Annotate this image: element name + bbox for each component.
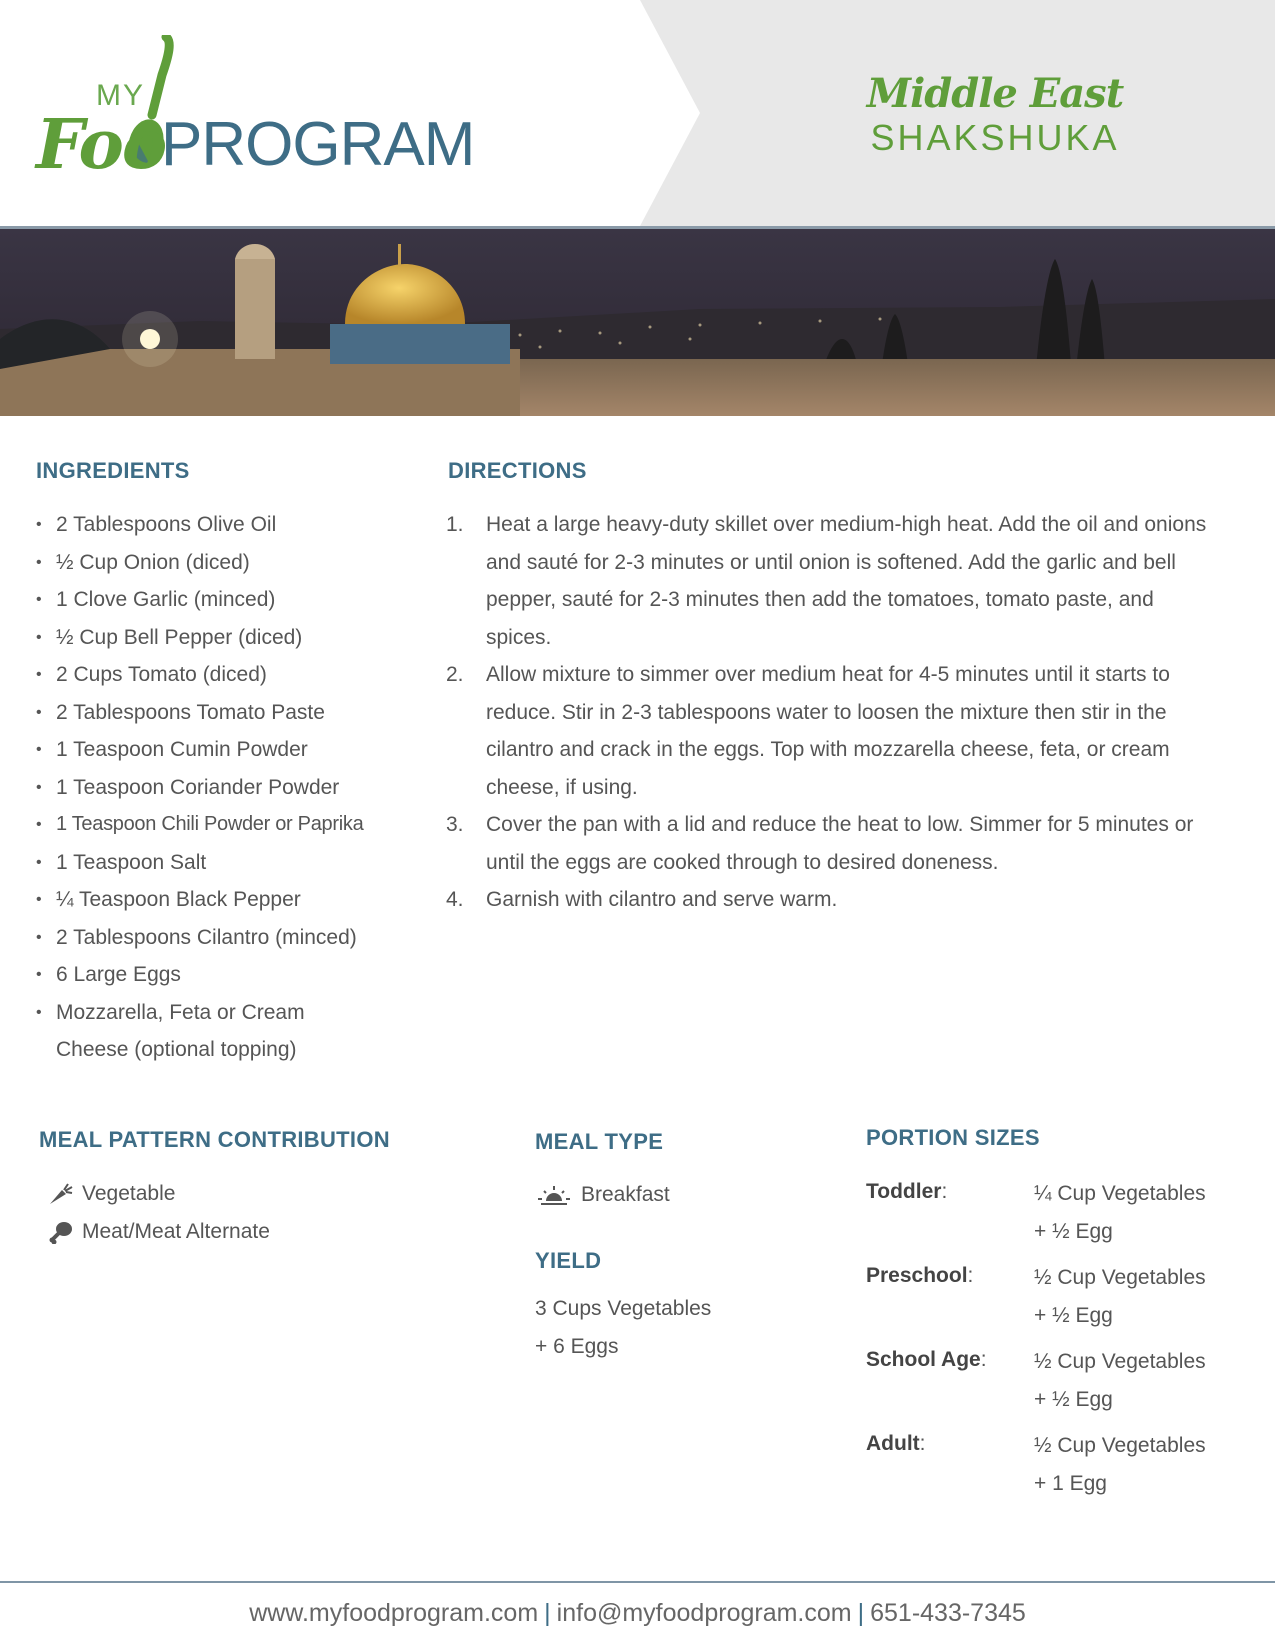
ingredient-item: • 2 Cups Tomato (diced)	[36, 656, 416, 694]
ingredient-item: • 1 Teaspoon Cumin Powder	[36, 731, 416, 769]
recipe-title-script: Middle East	[866, 70, 1124, 117]
footer-divider	[0, 1581, 1275, 1583]
footer: www.myfoodprogram.com | info@myfoodprogram.com | 651-433-7345	[249, 1599, 1026, 1627]
ingredients-heading: INGREDIENTS	[36, 458, 190, 483]
portion-label-toddler: Toddler:	[866, 1180, 948, 1203]
direction-step	[446, 806, 1216, 881]
step-number: 4.	[446, 888, 464, 911]
ingredient-item: • 1 Clove Garlic (minced)	[36, 581, 416, 619]
ingredient-item: • 2 Tablespoons Olive Oil	[36, 506, 416, 544]
meal-pattern-label: Meat/Meat Alternate	[82, 1220, 270, 1243]
ingredient-item: • 1 Teaspoon Chili Powder or Paprika	[36, 806, 416, 844]
portion-value-school-age: ½ Cup Vegetables + ½ Egg	[1034, 1350, 1206, 1411]
meal-pattern-heading: MEAL PATTERN CONTRIBUTION	[39, 1127, 390, 1152]
ingredient-item: • 1 Teaspoon Coriander Powder	[36, 769, 416, 807]
carrot-icon	[48, 1182, 74, 1206]
portion-label-preschool: Preschool:	[866, 1264, 974, 1287]
step-number: 1.	[446, 513, 464, 536]
meal-pattern-label: Vegetable	[82, 1182, 176, 1205]
meal-pattern-meat	[48, 1220, 270, 1244]
portion-value-toddler: ¼ Cup Vegetables + ½ Egg	[1034, 1182, 1206, 1243]
portion-label-school-age: School Age:	[866, 1348, 987, 1371]
brand-logo[interactable]	[36, 35, 506, 185]
portion-value-adult: ½ Cup Vegetables + 1 Egg	[1034, 1434, 1206, 1495]
header	[0, 0, 1275, 226]
footer-email-link[interactable]: info@myfoodprogram.com	[556, 1599, 852, 1627]
ingredient-item: • ½ Cup Onion (diced)	[36, 544, 416, 582]
ingredient-item: • ¼ Teaspoon Black Pepper	[36, 881, 416, 919]
directions-list	[446, 506, 1216, 919]
ingredient-item: • 6 Large Eggs	[36, 956, 416, 994]
sunrise-icon	[535, 1183, 573, 1207]
direction-step	[446, 506, 1216, 656]
step-text: Garnish with cilantro and serve warm.	[486, 888, 838, 911]
drumstick-icon	[48, 1220, 74, 1244]
meal-type-heading: MEAL TYPE	[535, 1129, 664, 1154]
recipe-title-main: SHAKSHUKA	[870, 117, 1120, 158]
portion-label-adult: Adult:	[866, 1432, 926, 1455]
logo-my: MY	[96, 79, 145, 112]
footer-phone[interactable]: 651-433-7345	[870, 1599, 1026, 1627]
ingredient-item: • ½ Cup Bell Pepper (diced)	[36, 619, 416, 657]
portion-value-preschool: ½ Cup Vegetables + ½ Egg	[1034, 1266, 1206, 1327]
meal-pattern-vegetable	[48, 1182, 175, 1206]
ingredient-item: • 2 Tablespoons Cilantro (minced)	[36, 919, 416, 957]
yield-line-2: + 6 Eggs	[535, 1335, 619, 1358]
logo-program: PROGRAM	[161, 110, 475, 179]
ingredient-item: • Mozzarella, Feta or Cream Cheese (optional topping)	[36, 994, 336, 1069]
step-text: Allow mixture to simmer over medium heat for 4-5 minutes until it starts to reduce. Stir in 2-3 tablespoons water to loosen the mixture then stir in the cilantro and crack in the eggs. Top with mozzarella cheese, feta, or cream cheese, if using.	[486, 663, 1170, 799]
jerusalem-banner-image	[0, 226, 1275, 416]
direction-step	[446, 881, 1216, 919]
portion-sizes-heading: PORTION SIZES	[866, 1125, 1040, 1150]
step-text: Cover the pan with a lid and reduce the heat to low. Simmer for 5 minutes or until the eggs are cooked through to desired doneness.	[486, 813, 1194, 874]
recipe-title	[830, 70, 1160, 158]
yield-heading: YIELD	[535, 1248, 602, 1273]
meal-type-value	[535, 1183, 670, 1207]
meal-type-label: Breakfast	[581, 1183, 670, 1206]
logo-food: Foo	[36, 105, 166, 185]
yield-line-1: 3 Cups Vegetables	[535, 1297, 712, 1320]
ingredient-item: • 2 Tablespoons Tomato Paste	[36, 694, 416, 732]
directions-heading: DIRECTIONS	[448, 458, 587, 483]
footer-website-link[interactable]: www.myfoodprogram.com	[249, 1599, 539, 1627]
ingredient-item: • 1 Teaspoon Salt	[36, 844, 416, 882]
ingredients-list	[36, 506, 416, 1069]
step-text: Heat a large heavy-duty skillet over medium-high heat. Add the oil and onions and sauté for 2-3 minutes or until onion is softened. Add the garlic and bell pepper, sauté for 2-3 minutes then add the tomatoes, tomato paste, and spices.	[486, 513, 1207, 649]
step-number: 2.	[446, 663, 464, 686]
direction-step	[446, 656, 1216, 806]
step-number: 3.	[446, 813, 464, 836]
